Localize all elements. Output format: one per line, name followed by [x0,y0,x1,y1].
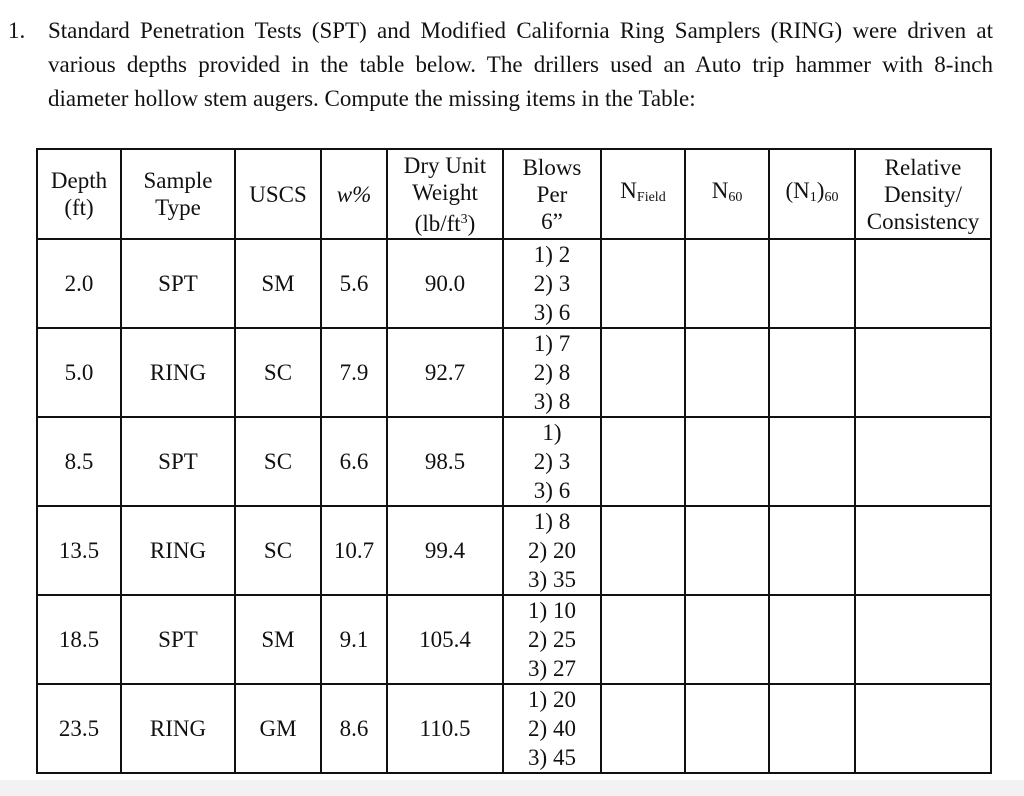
header-relative-density: Relative Density/ Consistency [855,149,991,239]
depth-cell: 8.5 [37,417,121,506]
uscs-cell: SM [235,239,321,328]
problem-number: 1. [8,18,26,43]
n-field-cell [601,239,685,328]
n60-cell [685,595,769,684]
n60-cell [685,328,769,417]
n1-60-cell [769,239,855,328]
table-row [37,684,991,773]
relative-density-cell [855,595,991,684]
dry-unit-weight-cell: 92.7 [387,328,503,417]
n-field-cell [601,506,685,595]
blow-count: 1) 2 [533,242,571,267]
depth-cell: 5.0 [37,328,121,417]
dry-unit-weight-cell: 98.5 [387,417,503,506]
blows-cell [503,595,601,684]
blow-count: 2) 8 [533,360,571,385]
spt-data-table [36,148,992,774]
table-header-row [37,149,991,239]
dry-unit-weight-cell: 99.4 [387,506,503,595]
blow-count: 1) [542,420,562,445]
blows-cell [503,239,601,328]
table-row [37,417,991,506]
blow-count: 1) 8 [533,509,571,534]
table-row [37,239,991,328]
sample-type-cell: SPT [121,239,235,328]
relative-density-cell [855,417,991,506]
bottom-strip [0,780,1024,796]
problem-text: Standard Penetration Tests (SPT) and Modified California Ring Samplers (RING) were driven at various depths provided in the table below. The drillers used an Auto trip hammer with 8-inch diameter hollow stem augers. Compute the missing items in the Table: [48,18,993,111]
dry-unit-weight-cell: 105.4 [387,595,503,684]
blow-count: 2) 3 [533,449,571,474]
sample-type-cell: RING [121,684,235,773]
relative-density-cell [855,684,991,773]
blow-count: 3) 8 [533,389,571,414]
blow-count: 2) 25 [528,627,576,652]
header-water-content: w% [321,149,387,239]
blow-count: 2) 3 [533,271,571,296]
n60-cell [685,239,769,328]
water-content-cell: 7.9 [321,328,387,417]
header-n-field: $N_{Field}$ [601,149,685,239]
sample-type-cell: RING [121,506,235,595]
n1-60-cell [769,595,855,684]
n-field-cell [601,328,685,417]
blow-count: 2) 40 [528,716,576,741]
sample-type-cell: SPT [121,595,235,684]
blows-cell [503,417,601,506]
n-field-cell [601,417,685,506]
depth-cell: 18.5 [37,595,121,684]
header-uscs: USCS [235,149,321,239]
blow-count: 3) 27 [528,656,576,681]
blow-count: 3) 45 [528,745,576,770]
water-content-cell: 9.1 [321,595,387,684]
water-content-cell: 8.6 [321,684,387,773]
n60-cell [685,417,769,506]
relative-density-cell [855,328,991,417]
header-n1-60: $(N_1)_{60}$ [769,149,855,239]
uscs-cell: SC [235,417,321,506]
depth-cell: 23.5 [37,684,121,773]
n60-cell [685,684,769,773]
uscs-cell: SC [235,328,321,417]
water-content-cell: 10.7 [321,506,387,595]
blow-count: 3) 6 [533,478,571,503]
table-row [37,506,991,595]
sample-type-cell: SPT [121,417,235,506]
header-n60: $N_{60}$ [685,149,769,239]
blow-count: 1) 20 [528,687,576,712]
blow-count: 2) 20 [528,538,576,563]
n1-60-cell [769,328,855,417]
blows-cell [503,684,601,773]
dry-unit-weight-cell: 90.0 [387,239,503,328]
header-blows-per-6in: Blows Per 6” [503,149,601,239]
blow-count: 1) 10 [528,598,576,623]
blow-count: 3) 35 [528,567,576,592]
blow-count: 1) 7 [533,331,571,356]
relative-density-cell [855,506,991,595]
n60-cell [685,506,769,595]
header-depth: Depth (ft) [37,149,121,239]
n1-60-cell [769,684,855,773]
table-row [37,595,991,684]
n-field-cell [601,684,685,773]
dry-unit-weight-cell: 110.5 [387,684,503,773]
depth-cell: 2.0 [37,239,121,328]
sample-type-cell: RING [121,328,235,417]
uscs-cell: SC [235,506,321,595]
uscs-cell: GM [235,684,321,773]
depth-cell: 13.5 [37,506,121,595]
blow-count: 3) 6 [533,300,571,325]
n-field-cell [601,595,685,684]
uscs-cell: SM [235,595,321,684]
header-dry-unit-weight: Dry Unit Weight $(lb/ft^3)$ [387,149,503,239]
header-sample-type: Sample Type [121,149,235,239]
n1-60-cell [769,506,855,595]
problem-statement [8,14,993,116]
table-row [37,328,991,417]
water-content-cell: 5.6 [321,239,387,328]
blows-cell [503,328,601,417]
blows-cell [503,506,601,595]
water-content-cell: 6.6 [321,417,387,506]
relative-density-cell [855,239,991,328]
n1-60-cell [769,417,855,506]
